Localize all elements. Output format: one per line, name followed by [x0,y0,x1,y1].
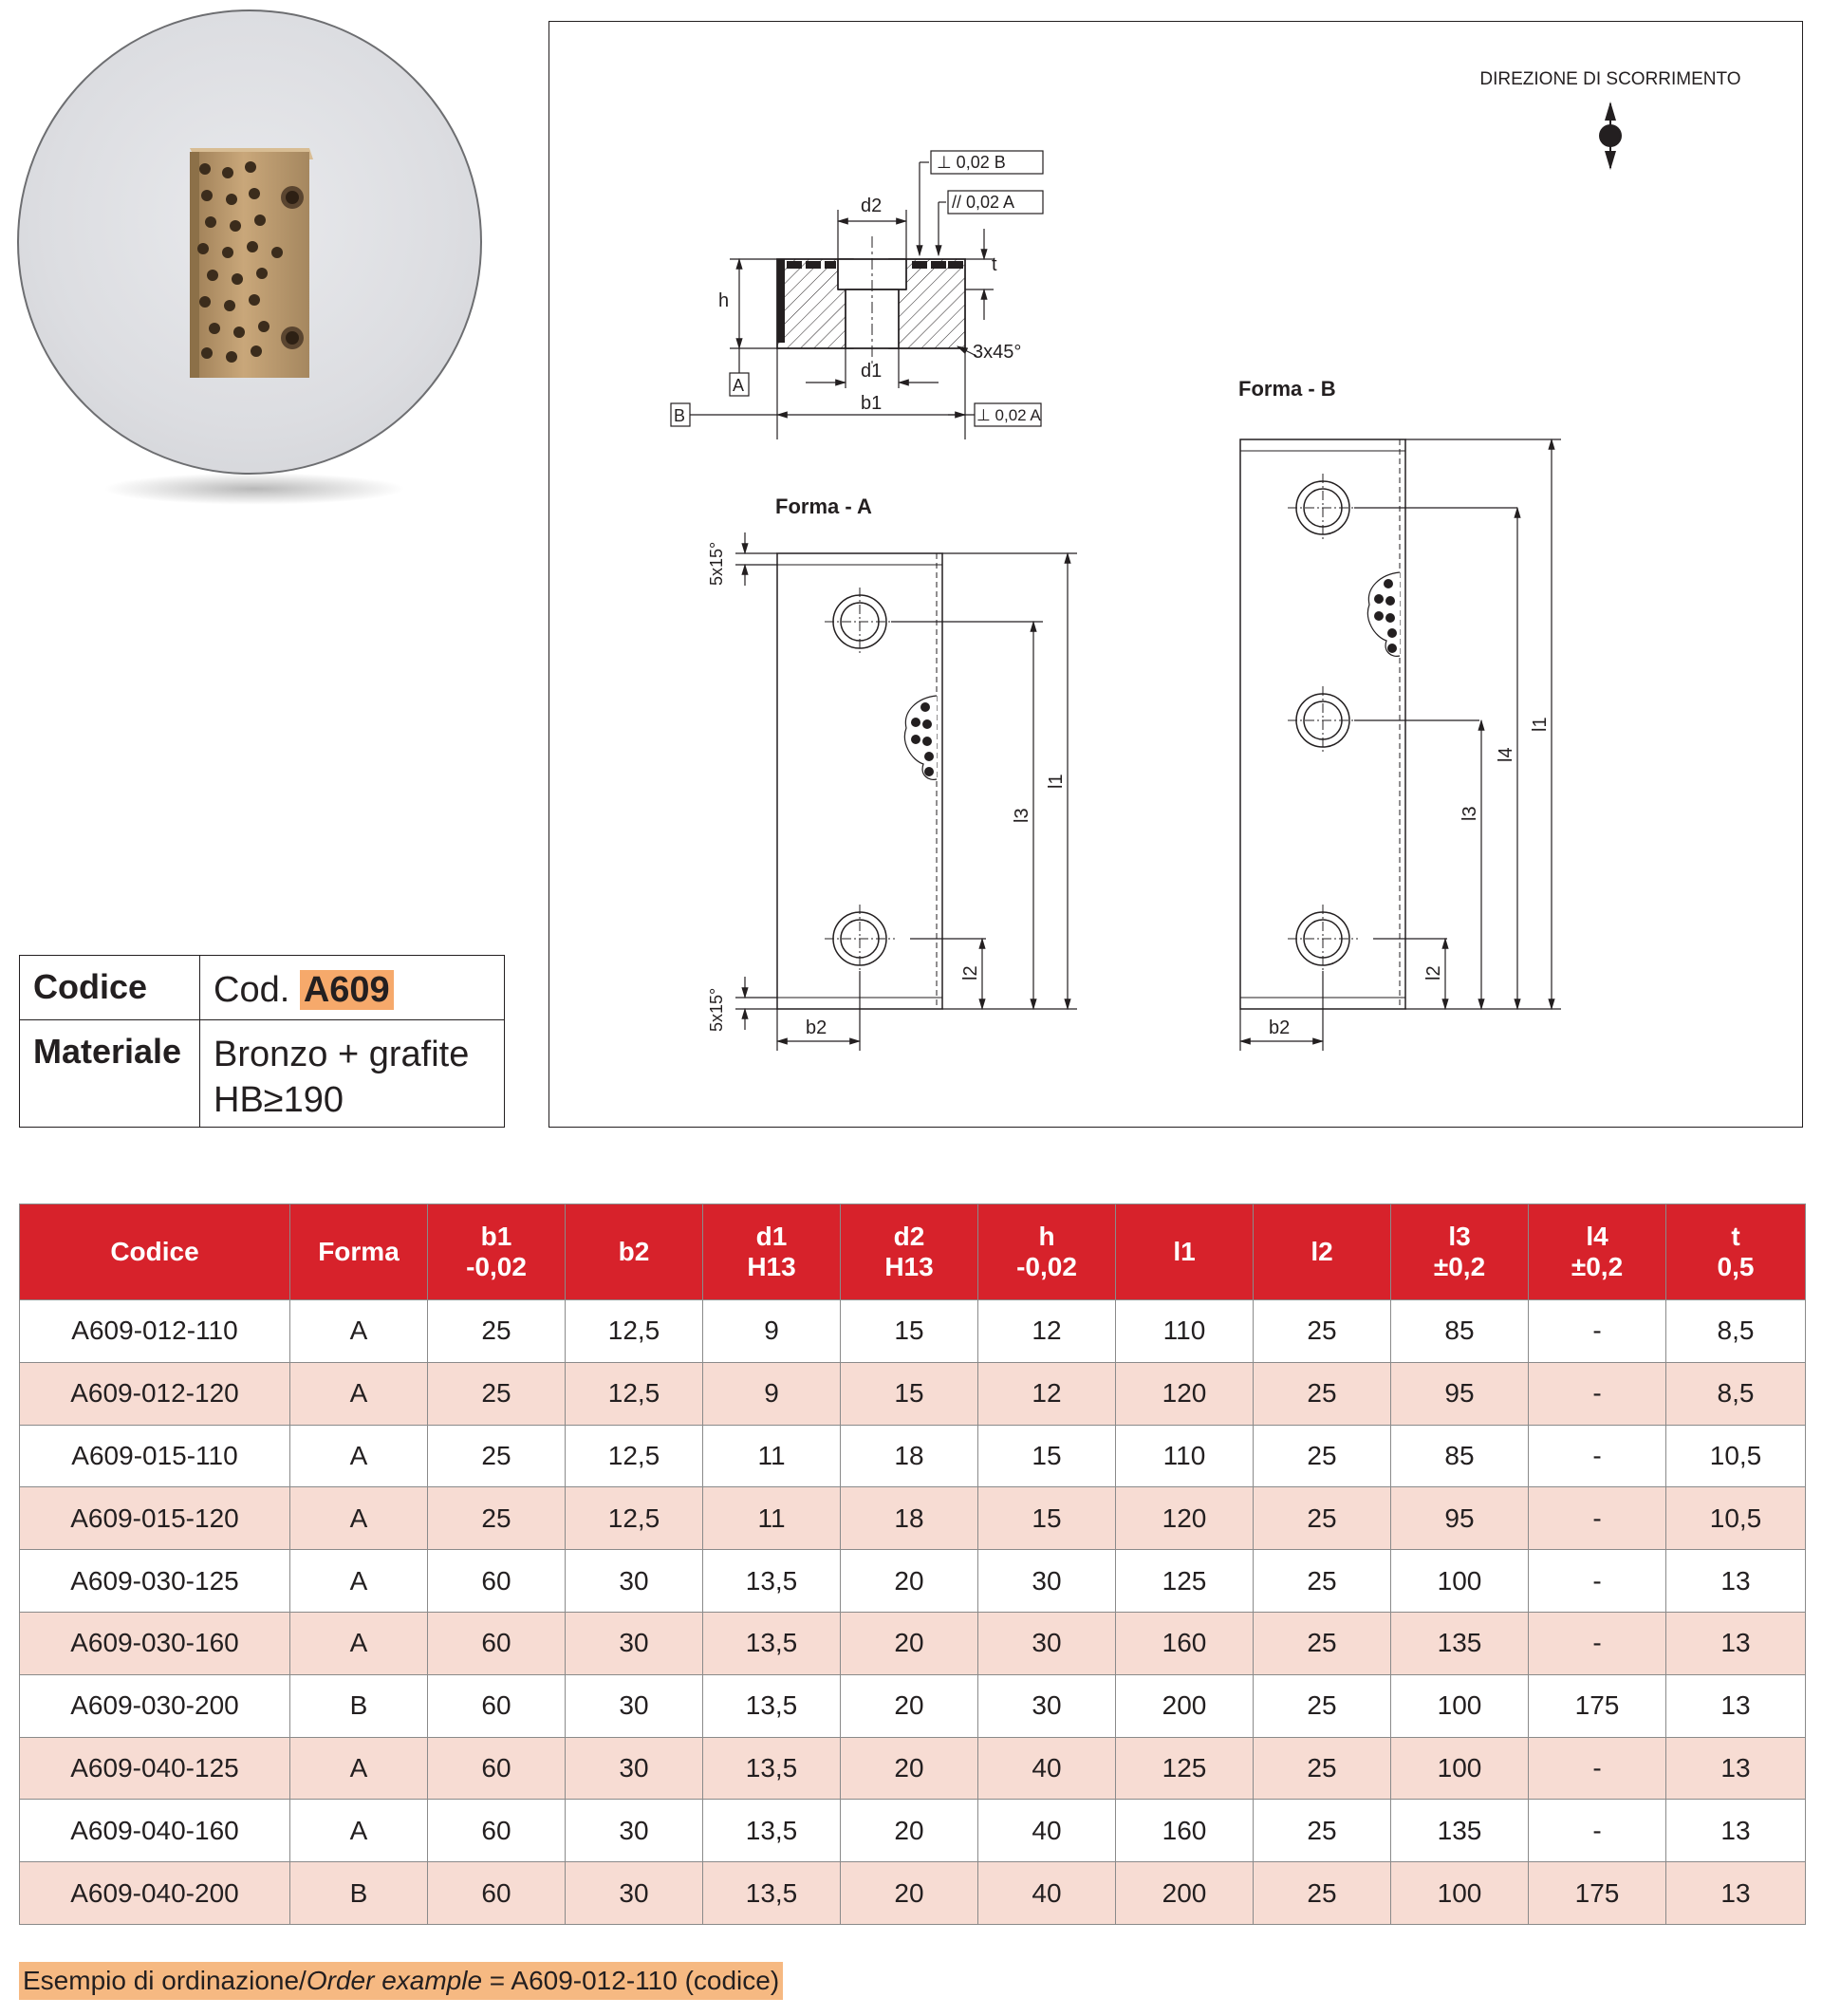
table-cell: 13 [1666,1800,1806,1862]
forma-b-hole-bottom [1288,905,1358,973]
table-cell: 12,5 [566,1362,703,1425]
order-example-prefix: Esempio di ordinazione/ [23,1966,307,1995]
table-cell: 25 [428,1425,566,1487]
table-cell: 30 [566,1862,703,1925]
forma-b-b2-label: b2 [1269,1017,1291,1038]
table-cell: 120 [1116,1362,1254,1425]
forma-b-graphite-detail [1367,572,1400,656]
graphite-plug [205,216,216,228]
datum-b-box [671,403,690,426]
table-cell: A609-012-120 [20,1362,290,1425]
forma-a-chamfer-bottom-label: 5x15° [707,987,726,1032]
table-cell: 160 [1116,1800,1254,1862]
forma-a-hole-top [825,588,895,656]
technical-drawing [548,21,1803,1128]
materiale-line2: HB≥190 [214,1080,344,1120]
table-cell: A609-015-120 [20,1487,290,1550]
forma-a-l1-label: l1 [1046,774,1067,789]
table-row [20,1425,1806,1487]
column-header: l4 ±0,2 [1529,1204,1666,1300]
table-cell: 125 [1116,1550,1254,1613]
table-cell: 100 [1391,1862,1529,1925]
table-cell: 10,5 [1666,1425,1806,1487]
drawing-canvas [549,22,1804,1129]
table-cell: A [290,1300,428,1363]
table-cell: 175 [1529,1674,1666,1737]
graphite-plug [226,351,237,363]
table-cell: 25 [1254,1862,1391,1925]
table-cell: 200 [1116,1862,1254,1925]
table-cell: 25 [1254,1550,1391,1613]
table-cell: 30 [566,1550,703,1613]
table-cell: 10,5 [1666,1487,1806,1550]
column-header: l3 ±0,2 [1391,1204,1529,1300]
graphite-plug [226,194,237,205]
table-row [20,1362,1806,1425]
column-header: d1 H13 [703,1204,841,1300]
graphite-plug [199,296,211,308]
table-cell: 11 [703,1425,841,1487]
table-cell: 13,5 [703,1737,841,1800]
column-header: b2 [566,1204,703,1300]
table-cell: 15 [978,1487,1116,1550]
forma-a-b2-label: b2 [806,1017,827,1038]
svg-text:⊥ 0,02 A: ⊥ 0,02 A [976,406,1041,424]
table-cell: 20 [841,1737,978,1800]
table-cell: 13,5 [703,1612,841,1674]
graphite-plug [224,300,235,311]
table-cell: - [1529,1612,1666,1674]
table-cell: 13,5 [703,1674,841,1737]
table-cell: 30 [566,1612,703,1674]
bronze-block-image [17,9,488,503]
table-cell: 20 [841,1862,978,1925]
section-view [777,236,965,364]
graphite-plug [201,347,213,359]
table-row [20,1487,1806,1550]
codice-prefix: Cod. [214,970,290,1010]
product-photo [17,9,488,503]
table-cell: A609-030-200 [20,1674,290,1737]
table-cell: 135 [1391,1612,1529,1674]
graphite-plug [222,167,233,178]
table-cell: 25 [1254,1300,1391,1363]
table-cell: 13 [1666,1737,1806,1800]
table-cell: 12,5 [566,1425,703,1487]
table-cell: 25 [1254,1800,1391,1862]
datum-a-box [730,373,749,396]
graphite-plug [201,190,213,201]
table-cell: 40 [978,1737,1116,1800]
graphite-plug [209,323,220,334]
table-cell: 175 [1529,1862,1666,1925]
table-cell: 13,5 [703,1550,841,1613]
forma-b-l1-label: l1 [1530,717,1551,732]
table-cell: 60 [428,1612,566,1674]
table-cell: 25 [1254,1674,1391,1737]
graphite-plug [254,215,266,226]
forma-b-dimension-labels [1269,717,1551,1038]
table-cell: 11 [703,1487,841,1550]
table-cell: 9 [703,1300,841,1363]
svg-text:B: B [674,406,686,425]
order-example-italic: Order example [306,1966,483,1995]
column-header: l2 [1254,1204,1391,1300]
forma-a-chamfer-top-label: 5x15° [707,541,726,586]
codice-label: Codice [20,956,200,1019]
product-info-box [19,955,505,1128]
table-cell: 13 [1666,1550,1806,1613]
column-header: Codice [20,1204,290,1300]
table-cell: A [290,1362,428,1425]
column-header: h -0,02 [978,1204,1116,1300]
table-cell: 25 [428,1362,566,1425]
table-cell: A [290,1550,428,1613]
table-cell: 30 [978,1674,1116,1737]
table-cell: 25 [1254,1612,1391,1674]
graphite-plug [222,247,233,258]
table-cell: 135 [1391,1800,1529,1862]
forma-a-l2-label: l2 [960,965,981,980]
table-cell: A609-015-110 [20,1425,290,1487]
column-header: d2 H13 [841,1204,978,1300]
table-cell: 60 [428,1800,566,1862]
graphite-plug [247,241,258,252]
table-cell: A609-040-200 [20,1862,290,1925]
table-cell: A609-040-125 [20,1737,290,1800]
table-cell: 20 [841,1800,978,1862]
table-cell: 110 [1116,1300,1254,1363]
table-row [20,1612,1806,1674]
table-cell: 12,5 [566,1487,703,1550]
forma-b-dimensions [1240,439,1561,1051]
table-cell: - [1529,1300,1666,1363]
table-cell: 13,5 [703,1800,841,1862]
table-cell: 25 [428,1487,566,1550]
table-cell: B [290,1862,428,1925]
table-cell: 160 [1116,1612,1254,1674]
table-cell: 20 [841,1550,978,1613]
table-cell: 20 [841,1674,978,1737]
table-cell: 40 [978,1862,1116,1925]
table-cell: 95 [1391,1362,1529,1425]
forma-a-l3-label: l3 [1012,808,1032,823]
table-cell: B [290,1674,428,1737]
table-row [20,1800,1806,1862]
graphite-plug [199,163,211,175]
table-cell: A609-030-125 [20,1550,290,1613]
table-cell: 100 [1391,1737,1529,1800]
table-cell: 15 [978,1425,1116,1487]
table-cell: 15 [841,1362,978,1425]
table-header-row [20,1204,1806,1300]
table-cell: 30 [566,1800,703,1862]
graphite-plug [232,273,243,285]
table-cell: 13 [1666,1862,1806,1925]
direction-arrow-icon [1599,103,1622,168]
table-cell: 60 [428,1550,566,1613]
dim-d1-label: d1 [861,361,883,382]
table-cell: 30 [978,1612,1116,1674]
forma-a-dimension-labels [707,542,1067,1038]
svg-text:// 0,02 A: // 0,02 A [952,193,1015,212]
table-cell: 85 [1391,1425,1529,1487]
table-cell: 25 [1254,1737,1391,1800]
table-cell: 13,5 [703,1862,841,1925]
table-cell: 25 [1254,1425,1391,1487]
table-cell: 12 [978,1300,1116,1363]
table-row [20,1550,1806,1613]
forma-b-label: Forma - B [1238,377,1336,401]
table-cell: 125 [1116,1737,1254,1800]
table-cell: - [1529,1487,1666,1550]
table-cell: 100 [1391,1550,1529,1613]
table-row [20,1862,1806,1925]
table-cell: 8,5 [1666,1362,1806,1425]
table-cell: - [1529,1737,1666,1800]
table-cell: 60 [428,1862,566,1925]
codice-row [20,956,504,1020]
table-cell: - [1529,1550,1666,1613]
forma-b-l4-label: l4 [1496,747,1516,762]
table-cell: - [1529,1362,1666,1425]
table-cell: 100 [1391,1674,1529,1737]
codice-code: A609 [300,970,394,1010]
codice-value [214,967,394,1013]
direction-label: DIREZIONE DI SCORRIMENTO [1479,69,1741,89]
forma-b-l3-label: l3 [1459,806,1480,821]
graphite-plug [256,268,268,279]
table-cell: A [290,1425,428,1487]
table-cell: 20 [841,1612,978,1674]
materiale-value [214,1032,469,1123]
column-header: b1 -0,02 [428,1204,566,1300]
table-cell: 12 [978,1362,1116,1425]
forma-a-graphite-detail [904,696,937,779]
column-header: t 0,5 [1666,1204,1806,1300]
table-cell: 25 [1254,1362,1391,1425]
table-cell: A [290,1487,428,1550]
table-cell: 13 [1666,1612,1806,1674]
table-cell: 25 [1254,1487,1391,1550]
table-row [20,1674,1806,1737]
tolerance-frame-perp-a [975,403,1041,426]
table-cell: A609-030-160 [20,1612,290,1674]
table-cell: 18 [841,1425,978,1487]
graphite-plug [249,188,260,199]
order-example-note [19,1962,783,2000]
forma-b-hole-top [1288,474,1358,542]
table-cell: 25 [428,1300,566,1363]
table-cell: 15 [841,1300,978,1363]
forma-a-dimensions [735,532,1077,1051]
forma-b-hole-middle [1288,686,1358,755]
dim-b1-label: b1 [861,393,883,414]
table-cell: A [290,1612,428,1674]
svg-text:A: A [733,376,745,395]
table-cell: A609-040-160 [20,1800,290,1862]
column-header: l1 [1116,1204,1254,1300]
forma-a-label: Forma - A [775,495,872,518]
dim-h-label: h [718,290,730,311]
graphite-plug [249,294,260,306]
table-cell: 8,5 [1666,1300,1806,1363]
table-cell: 9 [703,1362,841,1425]
spec-table [19,1204,1806,1925]
table-cell: 60 [428,1674,566,1737]
dim-t-label: t [992,254,997,275]
table-cell: 95 [1391,1487,1529,1550]
dim-d2-label: d2 [861,196,883,216]
forma-a-hole-bottom [825,905,895,973]
table-row [20,1300,1806,1363]
materiale-row [20,1020,504,1127]
materiale-line1: Bronzo + grafite [214,1035,470,1074]
table-cell: - [1529,1800,1666,1862]
materiale-label: Materiale [20,1020,200,1127]
graphite-plug [207,270,218,281]
table-cell: A [290,1737,428,1800]
table-cell: 110 [1116,1425,1254,1487]
column-header: Forma [290,1204,428,1300]
table-cell: A [290,1800,428,1862]
graphite-plug [271,247,283,258]
table-cell: 30 [978,1550,1116,1613]
graphite-plug [245,161,256,173]
tolerance-frame-par-a [948,191,1043,214]
graphite-plug [233,327,245,338]
table-cell: 85 [1391,1300,1529,1363]
table-cell: 12,5 [566,1300,703,1363]
chamfer-3x45-label: 3x45° [973,342,1022,363]
table-cell: 200 [1116,1674,1254,1737]
graphite-plug [230,220,241,232]
table-cell: 18 [841,1487,978,1550]
table-cell: A609-012-110 [20,1300,290,1363]
svg-text:⊥ 0,02 B: ⊥ 0,02 B [937,153,1006,172]
table-cell: 30 [566,1674,703,1737]
tolerance-frame-perp-b [931,151,1043,174]
table-cell: 13 [1666,1674,1806,1737]
graphite-plug [258,321,270,332]
table-row [20,1737,1806,1800]
table-body [20,1300,1806,1925]
table-cell: - [1529,1425,1666,1487]
table-cell: 120 [1116,1487,1254,1550]
table-cell: 30 [566,1737,703,1800]
table-cell: 60 [428,1737,566,1800]
order-example-suffix: = A609-012-110 (codice) [482,1966,780,1995]
graphite-plug [251,345,262,357]
forma-b-l2-label: l2 [1423,965,1444,980]
table-cell: 40 [978,1800,1116,1862]
graphite-plug [197,243,209,254]
